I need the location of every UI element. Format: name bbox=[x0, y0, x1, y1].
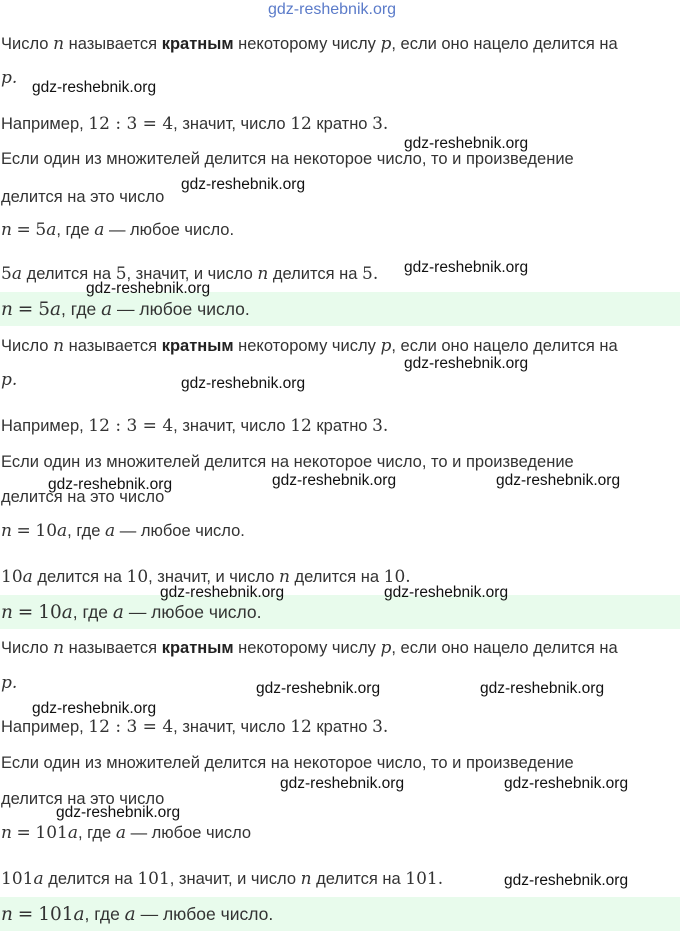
watermark: gdz-reshebnik.org bbox=[48, 476, 173, 493]
example-line bbox=[0, 415, 680, 437]
example-expr: 12 : 3 = 4 bbox=[88, 114, 174, 134]
var-a: a bbox=[105, 521, 116, 541]
example-mid: , значит, число bbox=[173, 718, 286, 736]
answer-box-3 bbox=[0, 897, 680, 931]
divides-text: делится на bbox=[316, 870, 401, 888]
watermark: gdz-reshebnik.org bbox=[404, 135, 529, 152]
example-prefix: Например, bbox=[1, 718, 84, 736]
def-start: Число bbox=[1, 639, 49, 657]
watermark: gdz-reshebnik.org bbox=[86, 280, 211, 297]
definition-end-line bbox=[0, 369, 680, 391]
example-div: 3. bbox=[372, 416, 389, 436]
def-start: Число bbox=[1, 35, 49, 53]
def-p-end: p. bbox=[1, 68, 18, 88]
equals-sign: = bbox=[16, 823, 31, 843]
watermark: gdz-reshebnik.org bbox=[272, 472, 397, 489]
equals-sign: = bbox=[17, 602, 34, 623]
var-a: a bbox=[115, 823, 126, 843]
var-n: n bbox=[1, 823, 12, 843]
watermark: gdz-reshebnik.org bbox=[32, 700, 157, 717]
watermark: gdz-reshebnik.org bbox=[504, 775, 629, 792]
coef: 5 bbox=[115, 264, 127, 284]
def-after-n: называется bbox=[68, 35, 158, 53]
var-a: a bbox=[22, 567, 33, 587]
def-after-p: , если оно нацело делится на bbox=[391, 337, 618, 355]
def-after-p: , если оно нацело делится на bbox=[391, 35, 618, 53]
end-coef: 101. bbox=[405, 869, 444, 889]
var-a: a bbox=[73, 904, 85, 925]
watermark: gdz-reshebnik.org bbox=[496, 472, 621, 489]
example-expr: 12 : 3 = 4 bbox=[88, 717, 174, 737]
var-n: n bbox=[1, 521, 12, 541]
coef: 5 bbox=[35, 220, 47, 240]
var-a: a bbox=[94, 220, 105, 240]
formula-line bbox=[0, 822, 680, 844]
watermark: gdz-reshebnik.org bbox=[56, 804, 181, 821]
rule-line-2: делится на это число bbox=[1, 488, 165, 506]
var-n: n bbox=[300, 869, 312, 889]
equals-sign: = bbox=[16, 521, 31, 541]
coef: 10 bbox=[126, 567, 149, 587]
coef: 5 bbox=[38, 299, 50, 320]
watermark: gdz-reshebnik.org bbox=[280, 775, 405, 792]
example-div: 3. bbox=[372, 114, 389, 134]
definition-line bbox=[0, 637, 680, 659]
rule-line-1: Если один из множителей делится на некоторое число, то и произведение bbox=[1, 150, 574, 168]
conclusion-line bbox=[0, 566, 680, 588]
divides-text: делится на bbox=[48, 870, 133, 888]
example-tail: кратно bbox=[316, 718, 368, 736]
example-prefix: Например, bbox=[1, 417, 84, 435]
watermark: gdz-reshebnik.org bbox=[404, 259, 529, 276]
definition-line bbox=[0, 335, 680, 357]
def-bold-term: кратным bbox=[161, 35, 234, 53]
var-a: a bbox=[67, 823, 78, 843]
var-n: n bbox=[1, 904, 13, 925]
def-after-bold: некоторому числу bbox=[238, 337, 376, 355]
var-n: n bbox=[278, 567, 290, 587]
coef: 101 bbox=[137, 869, 170, 889]
def-bold-term: кратным bbox=[161, 337, 234, 355]
divides-text: делится на bbox=[294, 568, 380, 586]
then-text: , значит, и число bbox=[126, 265, 253, 283]
where-text: , где bbox=[67, 522, 101, 540]
divides-text: делится на bbox=[37, 568, 122, 586]
var-n: n bbox=[53, 336, 65, 356]
site-watermark-header: gdz-reshebnik.org bbox=[268, 1, 397, 18]
equals-sign: = bbox=[17, 299, 34, 320]
def-after-p: , если оно нацело делится на bbox=[391, 639, 618, 657]
def-after-bold: некоторому числу bbox=[238, 35, 376, 53]
example-expr: 12 : 3 = 4 bbox=[88, 416, 174, 436]
def-bold-term: кратным bbox=[161, 639, 234, 657]
example-prefix: Например, bbox=[1, 115, 84, 133]
equals-sign: = bbox=[17, 904, 34, 925]
example-num: 12 bbox=[290, 416, 312, 436]
where-text: , где bbox=[72, 602, 109, 622]
rule-line-1: Если один из множителей делится на некоторое число, то и произведение bbox=[1, 453, 574, 471]
rule-line-1: Если один из множителей делится на некоторое число, то и произведение bbox=[1, 754, 574, 772]
var-n: n bbox=[53, 638, 65, 658]
any-text: — любое число. bbox=[117, 299, 250, 319]
watermark: gdz-reshebnik.org bbox=[384, 584, 509, 601]
watermark: gdz-reshebnik.org bbox=[32, 79, 157, 96]
definition-line bbox=[0, 33, 680, 55]
any-text: — любое число. bbox=[140, 904, 274, 924]
example-mid: , значит, число bbox=[173, 417, 286, 435]
end-coef: 5. bbox=[362, 264, 379, 284]
any-text: — любое число bbox=[130, 824, 252, 842]
var-a: a bbox=[61, 602, 73, 623]
watermark: gdz-reshebnik.org bbox=[404, 355, 529, 372]
def-after-n: называется bbox=[68, 337, 158, 355]
divides-text: делится на bbox=[26, 265, 112, 283]
rule-line-2: делится на это число bbox=[1, 790, 165, 808]
then-text: , значит, и число bbox=[148, 568, 275, 586]
watermark: gdz-reshebnik.org bbox=[160, 584, 285, 601]
coef: 10 bbox=[1, 567, 23, 587]
answer-box-2 bbox=[0, 595, 680, 629]
var-p: p bbox=[380, 638, 392, 658]
any-text: — любое число. bbox=[108, 221, 235, 239]
example-line bbox=[0, 113, 680, 135]
example-div: 3. bbox=[372, 717, 389, 737]
formula-line bbox=[0, 219, 680, 241]
watermark: gdz-reshebnik.org bbox=[256, 680, 381, 697]
def-after-bold: некоторому числу bbox=[238, 639, 376, 657]
var-p: p bbox=[380, 336, 392, 356]
end-coef: 10. bbox=[383, 567, 411, 587]
answer-line bbox=[0, 897, 680, 932]
where-text: , где bbox=[56, 221, 90, 239]
coef: 5 bbox=[1, 264, 12, 284]
coef: 101 bbox=[35, 823, 68, 843]
var-a: a bbox=[46, 220, 57, 240]
divides-text: делится на bbox=[272, 265, 358, 283]
coef: 101 bbox=[1, 869, 34, 889]
var-a: a bbox=[101, 299, 113, 320]
any-text: — любое число. bbox=[128, 602, 262, 622]
example-num: 12 bbox=[290, 114, 312, 134]
coef: 101 bbox=[38, 904, 74, 925]
equals-sign: = bbox=[16, 220, 31, 240]
watermark: gdz-reshebnik.org bbox=[181, 375, 306, 392]
example-tail: кратно bbox=[316, 115, 368, 133]
coef: 10 bbox=[35, 521, 58, 541]
formula-line bbox=[0, 520, 680, 542]
example-num: 12 bbox=[290, 717, 312, 737]
var-n: n bbox=[1, 299, 13, 320]
watermark: gdz-reshebnik.org bbox=[181, 176, 306, 193]
var-a: a bbox=[112, 602, 124, 623]
var-a: a bbox=[57, 521, 68, 541]
answer-line bbox=[0, 595, 680, 630]
var-a: a bbox=[49, 299, 61, 320]
def-start: Число bbox=[1, 337, 49, 355]
var-p: p bbox=[380, 34, 392, 54]
var-a: a bbox=[11, 264, 22, 284]
var-n: n bbox=[1, 220, 12, 240]
var-n: n bbox=[1, 602, 13, 623]
var-n: n bbox=[257, 264, 269, 284]
def-p-end: p. bbox=[1, 370, 18, 390]
coef: 10 bbox=[38, 602, 62, 623]
example-mid: , значит, число bbox=[173, 115, 286, 133]
var-n: n bbox=[53, 34, 65, 54]
watermark: gdz-reshebnik.org bbox=[480, 680, 605, 697]
def-p-end: p. bbox=[1, 673, 18, 693]
rule-line-2: делится на это число bbox=[1, 188, 165, 206]
where-text: , где bbox=[84, 904, 120, 924]
where-text: , где bbox=[61, 299, 97, 319]
example-line bbox=[0, 716, 680, 738]
where-text: , где bbox=[77, 824, 112, 842]
watermark: gdz-reshebnik.org bbox=[504, 872, 629, 889]
var-a: a bbox=[124, 904, 136, 925]
any-text: — любое число. bbox=[119, 522, 245, 540]
example-tail: кратно bbox=[316, 417, 368, 435]
var-a: a bbox=[33, 869, 44, 889]
def-after-n: называется bbox=[68, 639, 158, 657]
then-text: , значит, и число bbox=[169, 870, 296, 888]
